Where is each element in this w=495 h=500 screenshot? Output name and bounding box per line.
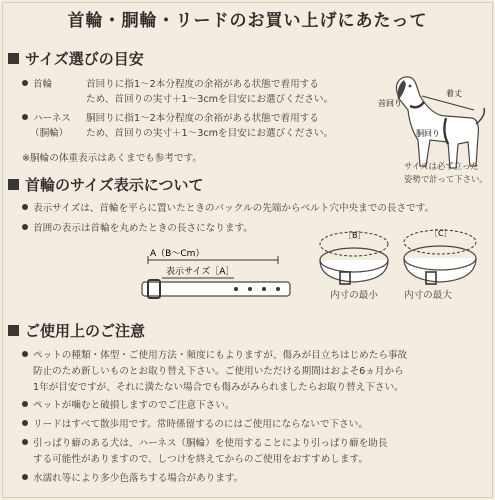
diagram-a-label: A（B〜Cm） <box>150 249 205 259</box>
bullet-icon <box>22 420 28 426</box>
caution-item-3: リードはすべて散歩用です。常時係留するのにはご使用にならないで下さい。 <box>22 419 368 431</box>
collar-label: 首輪 <box>22 79 52 91</box>
cautions-heading <box>8 320 145 341</box>
page-title: 首輪・胴輪・リードのお買い上げにあたって <box>67 11 428 31</box>
flat-collar-diagram <box>128 244 328 304</box>
bullet-icon <box>22 224 28 230</box>
caution-item-4: 引っぱり癖のある犬は、ハーネス（胴輪）を使用することにより引っぱり癖を助長 <box>22 438 388 450</box>
square-bullet-icon <box>8 179 19 190</box>
bullet-icon <box>22 401 28 407</box>
size-display-heading <box>8 174 204 195</box>
bullet-icon <box>22 204 28 210</box>
harness-label: ハーネス <box>22 113 71 125</box>
bullet-icon <box>22 80 28 86</box>
caution-item-1-cont-1: 防止のため新しいものとお取り替え下さい。ご使用いただける期間はおよそ6ヵ月から <box>33 366 404 377</box>
caution-item-1: ペットの種類・体型・ご使用方法・頻度にもよりますが、傷みが目立ちはじめたら事故 <box>22 350 407 362</box>
caution-item-2: ペットが噛むと破損しますのでご注意下さい。 <box>22 400 234 412</box>
dog-caption-1: サイズは必ず立った <box>404 161 479 171</box>
harness-sub-label: （胴輪） <box>30 128 69 139</box>
size-display-line-2: 首囲の表示は首輪を丸めたときの長さになります。 <box>22 223 253 235</box>
square-bullet-icon <box>8 325 19 336</box>
bullet-icon <box>22 439 28 445</box>
cautions-heading-text: ご使用上のご注意 <box>25 322 146 340</box>
collar-line-1: 首回りに指1〜2本分程度の余裕がある状態で着用する <box>86 79 319 90</box>
neck-label: 首回り <box>378 99 402 108</box>
size-guide-heading-text: サイズ選びの目安 <box>25 50 144 68</box>
bullet-icon <box>22 474 28 480</box>
inner-max-label: 内寸の最大 <box>404 290 452 301</box>
inner-min-label: 内寸の最小 <box>330 290 378 301</box>
collar-line-2: ため、首回りの実寸＋1〜3cmを目安にお選びください。 <box>86 94 334 105</box>
ring-max-icon <box>404 230 476 284</box>
bullet-icon <box>22 114 28 120</box>
girth-label: 胴回り <box>416 129 440 138</box>
caution-item-1-cont-2: 1年が目安ですが、それに満たない場合でも傷みがみられましたらお取り替え下さい。 <box>33 382 404 393</box>
flat-collar-icon <box>142 280 290 298</box>
size-display-line-1: 表示サイズは、首輪を平らに置いたときのバックルの先端からベルト穴中央までの長さです。 <box>22 203 434 215</box>
caution-item-4-cont: する可能性がありますので、しつけを終えてからのご使用をおすすめします。 <box>33 454 368 465</box>
size-display-heading-text: 首輪のサイズ表示について <box>25 176 204 194</box>
dog-caption-2: 姿勢で計って下さい。 <box>404 174 488 184</box>
size-guide-heading <box>8 48 144 69</box>
caution-item-5: 水濡れ等により多少色落ちする場合があります。 <box>22 473 243 485</box>
harness-line-1: 胴回りに指1〜2本分程度の余裕がある状態で着用する <box>86 113 319 124</box>
diagram-size-label: 表示サイズ［A］ <box>166 267 235 277</box>
back-length-label: 着丈 <box>446 89 462 98</box>
dog-icon <box>396 77 484 168</box>
ring-b-label: ［B］ <box>344 231 366 240</box>
ring-c-label: ［C］ <box>430 229 452 238</box>
harness-line-2: ため、首回りの実寸＋1〜3cmを目安にお選びください。 <box>86 128 334 139</box>
square-bullet-icon <box>8 53 19 64</box>
bullet-icon <box>22 351 28 357</box>
weight-note: ※胴輪の体重表示はあくまでも参考です。 <box>22 153 202 164</box>
